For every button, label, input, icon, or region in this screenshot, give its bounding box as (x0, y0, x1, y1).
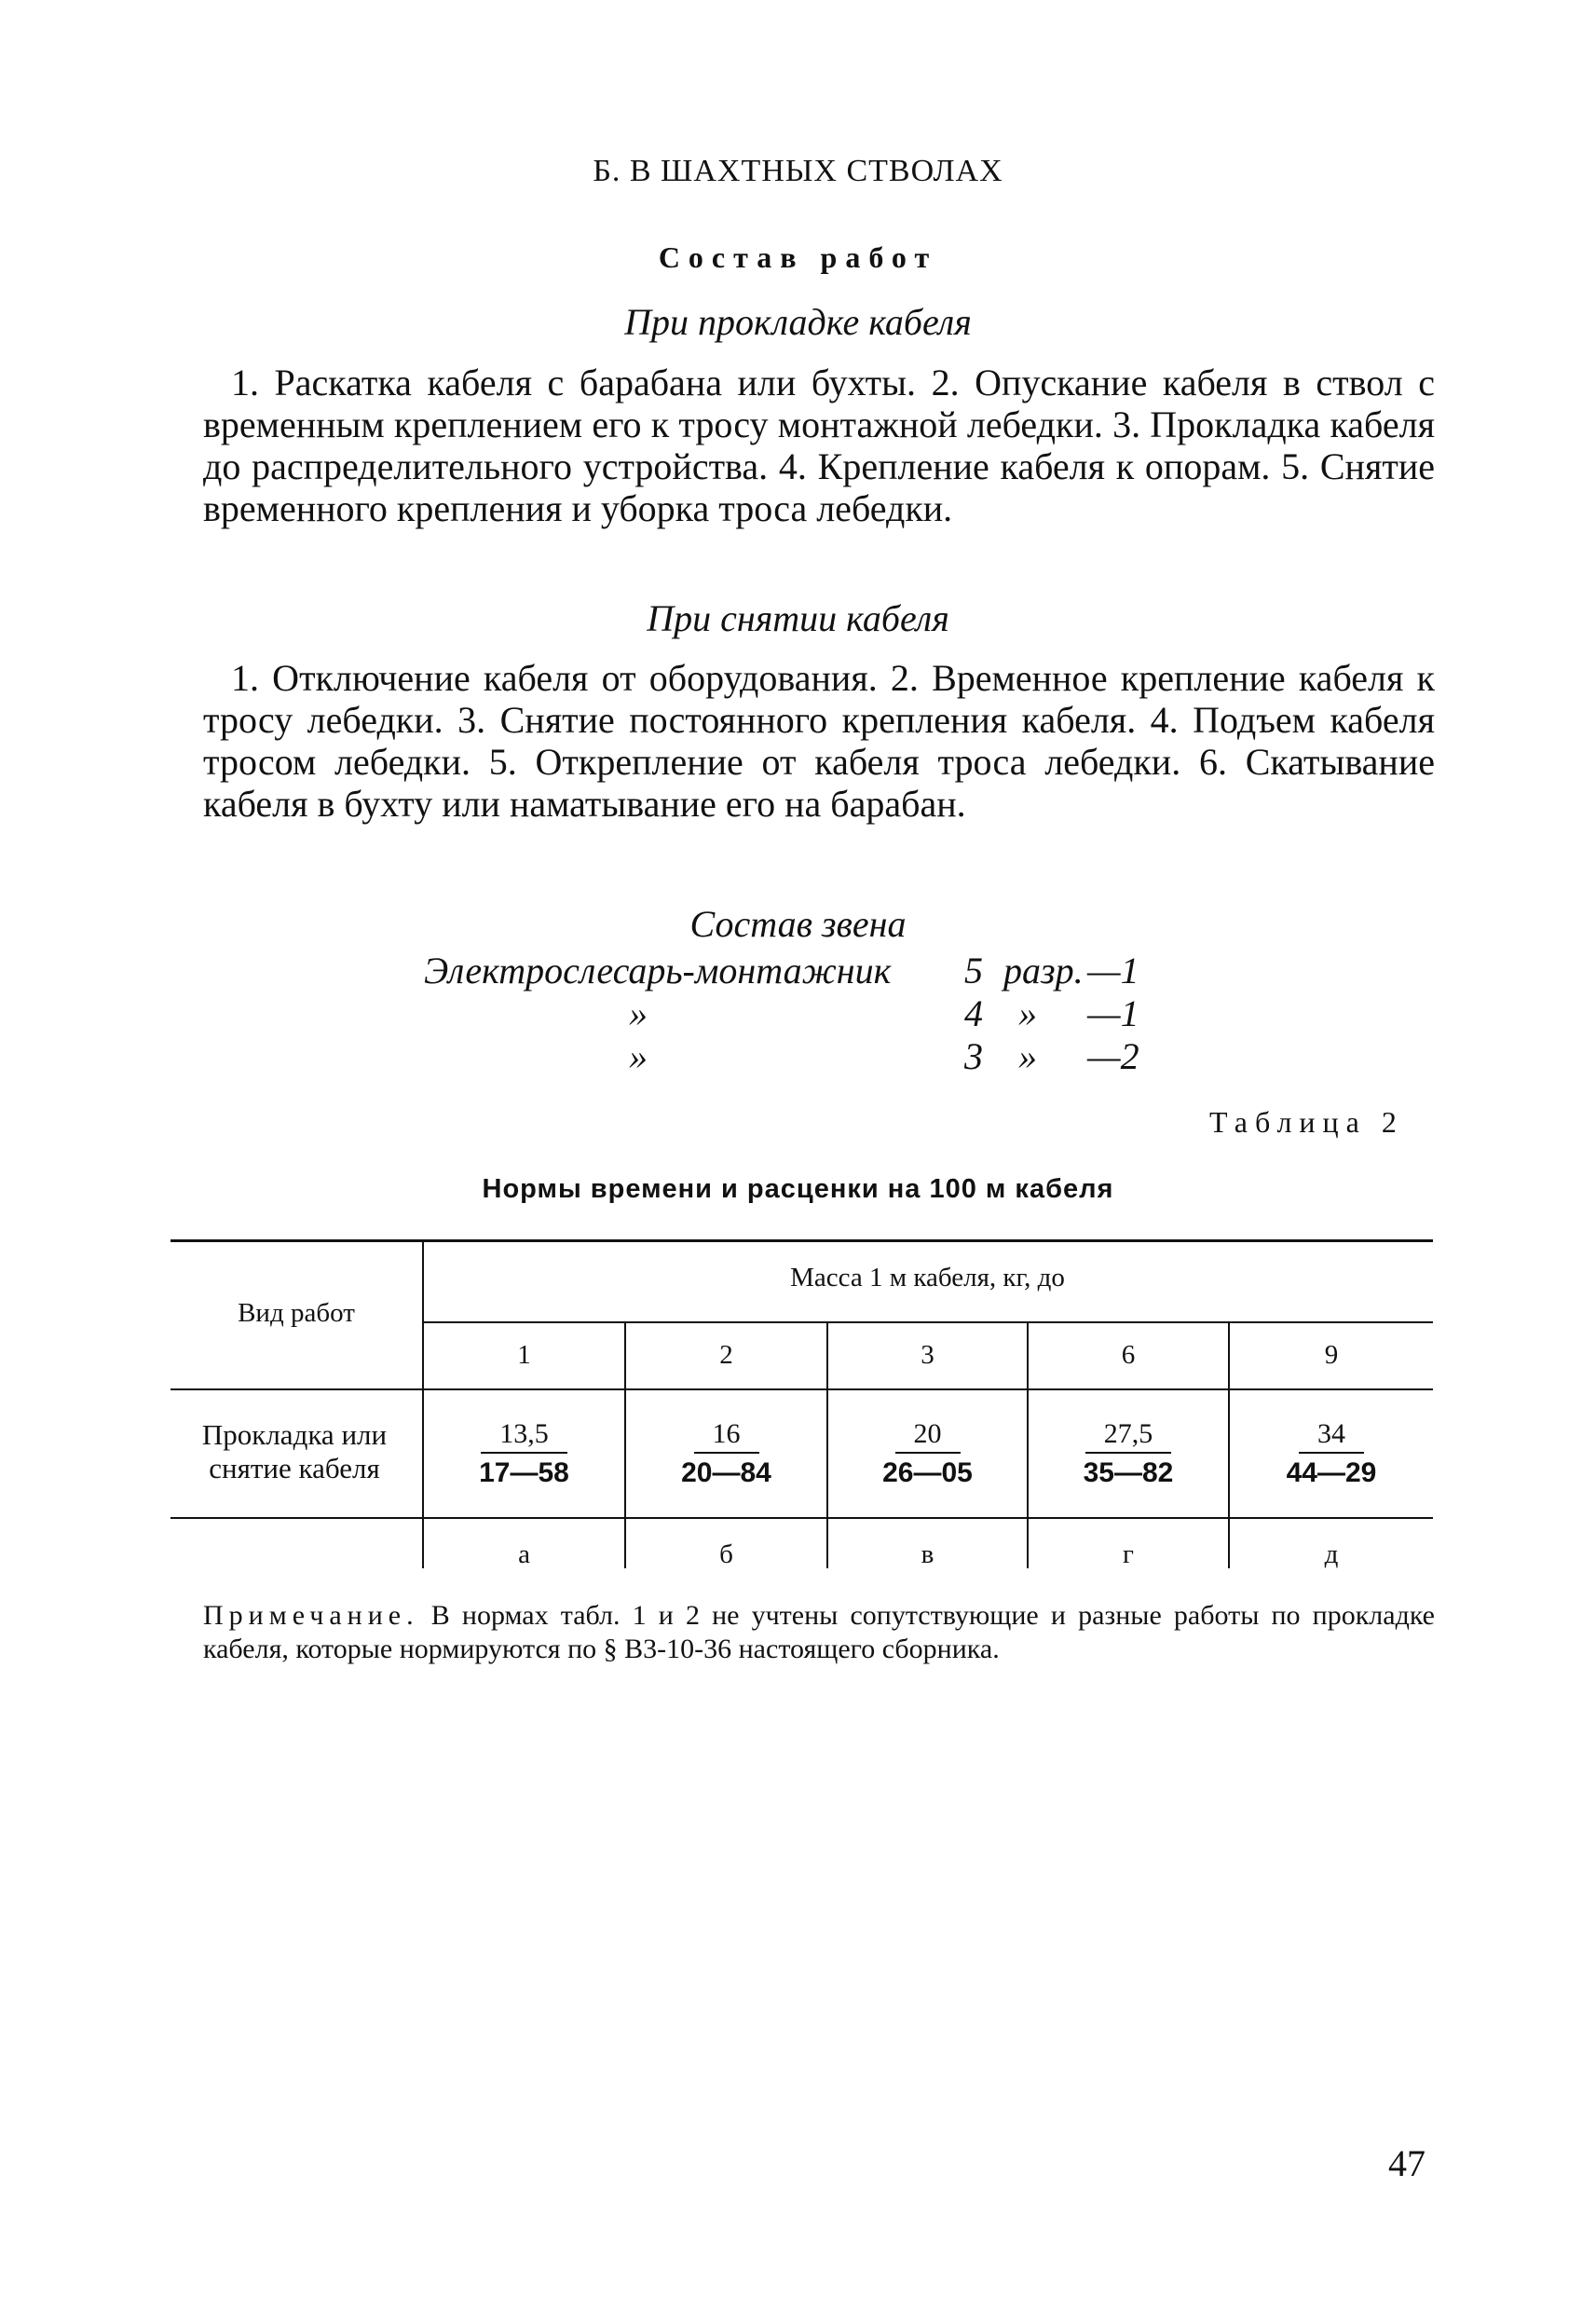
crew-profession: » (629, 992, 648, 1034)
column-header: 1 (517, 1340, 531, 1370)
column-header: 3 (921, 1340, 934, 1370)
norm-time: 20 (895, 1418, 961, 1454)
crew-profession: Электрослесарь-монтажник (424, 950, 892, 991)
table-title: Нормы времени и расценки на 100 м кабеля (482, 1174, 1114, 1204)
norm-rate: 20—84 (681, 1457, 771, 1488)
crew-count: —1 (1087, 950, 1139, 991)
column-header: 2 (719, 1340, 733, 1370)
norm-rate: 44—29 (1286, 1457, 1377, 1488)
column-letter: д (1324, 1539, 1339, 1569)
column-letter: а (518, 1539, 530, 1569)
norm-time: 27,5 (1085, 1418, 1172, 1454)
norm-time: 16 (694, 1418, 759, 1454)
crew-row (424, 991, 1169, 1034)
table-note (203, 1599, 1435, 1666)
crew-grade-unit: разр. (1003, 950, 1084, 991)
table-label: Таблица 2 (1209, 1105, 1404, 1139)
crew-profession: » (629, 1035, 648, 1077)
crew-grade-unit: » (1018, 992, 1037, 1034)
crew-grade: 5 (964, 950, 983, 991)
removal-subtitle: При снятии кабеля (647, 597, 949, 639)
group-header: Масса 1 м кабеля, кг, до (790, 1263, 1065, 1292)
norm-cell (424, 1418, 624, 1489)
column-header: 9 (1324, 1340, 1339, 1370)
norm-time: 34 (1299, 1418, 1364, 1454)
row-label: Прокладка или снятие кабеля (201, 1418, 388, 1484)
norm-rate: 26—05 (882, 1457, 973, 1488)
row-header: Вид работ (238, 1298, 355, 1328)
crew-grade: 3 (964, 1035, 983, 1077)
table-header-rule (171, 1388, 1433, 1390)
norm-time: 13,5 (481, 1418, 567, 1454)
note-label: Примечание. (203, 1600, 419, 1631)
page-number: 47 (1388, 2142, 1425, 2184)
crew-row (424, 1034, 1169, 1077)
column-header: 6 (1121, 1340, 1136, 1370)
crew-grade-unit: » (1018, 1035, 1037, 1077)
laying-paragraph: 1. Раскатка кабеля с барабана или бухты. 2. Опускание кабеля в ствол с временным креплением его к тросу монтажной лебедки. 3. Прокладка кабеля до распределительного устройства. 4. Крепление кабеля к опорам. 5. Снятие временного крепления и уборка троса лебедки. (203, 362, 1435, 529)
crew-title: Состав звена (689, 903, 907, 945)
laying-subtitle: При прокладке кабеля (624, 301, 972, 343)
crew-count: —2 (1087, 1035, 1139, 1077)
norm-cell (626, 1418, 826, 1489)
column-letter: б (719, 1539, 733, 1569)
crew-grade: 4 (964, 992, 983, 1034)
norm-rate: 35—82 (1083, 1457, 1174, 1488)
crew-row (424, 949, 1169, 991)
norm-cell (828, 1418, 1027, 1489)
norm-cell (1029, 1418, 1228, 1489)
crew-count: —1 (1087, 992, 1139, 1034)
removal-paragraph: 1. Отключение кабеля от оборудования. 2. Временное крепление кабеля к тросу лебедки. 3. Снятие постоянного крепления кабеля. 4. Подъем кабеля тросом лебедки. 5. Открепление от кабеля троса лебедки. 6. Скатывание кабеля в бухту или наматывание его на барабан. (203, 657, 1435, 825)
note-text: В нормах табл. 1 и 2 не учтены сопутствующие и разные работы по прокладке кабеля, которые нормируются по § В3-10-36 настоящего сборника. (203, 1600, 1435, 1664)
table-group-rule (422, 1321, 1433, 1323)
column-letter: г (1123, 1539, 1134, 1569)
section-title: Б. В ШАХТНЫХ СТВОЛАХ (593, 154, 1003, 188)
table-body-rule (171, 1517, 1433, 1519)
work-composition-title: Состав работ (658, 240, 938, 274)
norm-cell (1230, 1418, 1433, 1489)
norm-rate: 17—58 (479, 1457, 569, 1488)
column-letter: в (921, 1539, 934, 1569)
table-top-rule (171, 1239, 1433, 1242)
